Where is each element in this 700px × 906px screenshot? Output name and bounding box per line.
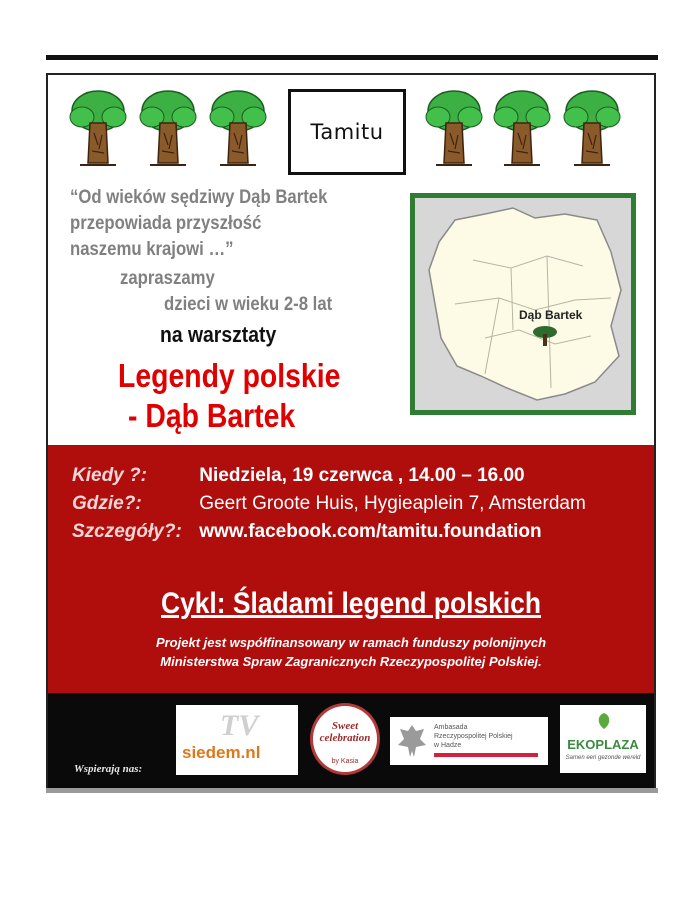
siedem-mark: TV bbox=[220, 709, 259, 742]
age-line: dzieci w wieku 2-8 lat bbox=[164, 294, 333, 315]
funding-line: Projekt jest współfinansowany w ramach funduszy polonijnych bbox=[155, 635, 547, 650]
quote-text bbox=[70, 185, 352, 263]
quote-line: “Od wieków sędziwy Dąb Bartek bbox=[70, 187, 328, 208]
workshop-line: na warsztaty bbox=[160, 322, 277, 347]
brand-logo bbox=[288, 89, 406, 175]
oak-tree-icon bbox=[492, 89, 552, 169]
cycle-title: Cykl: Śladami legend polskich bbox=[161, 587, 541, 620]
detail-label: Szczegóły?: bbox=[72, 521, 182, 542]
embassy-line: Rzeczypospolitej Polskiej bbox=[434, 733, 513, 740]
oak-tree-icon bbox=[208, 89, 268, 169]
siedem-name: siedem.nl bbox=[182, 743, 261, 762]
detail-row-where bbox=[72, 493, 586, 515]
funding-note bbox=[48, 633, 654, 671]
flyer bbox=[46, 73, 656, 791]
brand-name: Tamitu bbox=[310, 120, 384, 144]
event-title: Legendy polskie bbox=[118, 357, 341, 394]
intro-panel bbox=[48, 75, 654, 445]
quote-line: naszemu krajowi …” bbox=[70, 239, 234, 260]
map-marker-label: Dąb Bartek bbox=[519, 308, 583, 322]
funding-line: Ministerstwa Spraw Zagranicznych Rzeczypospolitej Polskiej. bbox=[160, 654, 542, 669]
leaf-icon bbox=[594, 711, 614, 731]
ekoplaza-logo bbox=[560, 705, 646, 773]
top-rule bbox=[46, 55, 658, 60]
ekoplaza-name: EKOPLAZA bbox=[567, 737, 639, 752]
sponsors-label: Wspierają nas: bbox=[74, 763, 143, 775]
bottom-rule bbox=[46, 788, 658, 793]
sweet-name: Sweet celebration bbox=[319, 720, 371, 744]
detail-row-when bbox=[72, 465, 525, 487]
sweet-celebration-logo bbox=[310, 703, 380, 775]
ekoplaza-tagline: Samen een gezonde wereld bbox=[565, 755, 641, 761]
oak-tree-icon bbox=[424, 89, 484, 169]
facebook-link[interactable]: www.facebook.com/tamitu.foundation bbox=[199, 521, 542, 542]
eagle-emblem-icon bbox=[396, 721, 428, 761]
detail-row-more bbox=[72, 521, 542, 543]
oak-tree-icon bbox=[68, 89, 128, 169]
sweet-sub: by Kasia bbox=[331, 758, 359, 765]
siedem-logo bbox=[176, 705, 298, 775]
embassy-line: Ambasada bbox=[434, 724, 468, 731]
invite-line: zapraszamy bbox=[120, 268, 215, 289]
embassy-logo bbox=[390, 717, 548, 765]
embassy-text bbox=[434, 723, 513, 750]
detail-value: Niedziela, 19 czerwca , 14.00 – 16.00 bbox=[199, 465, 525, 486]
quote-line: przepowiada przyszłość bbox=[70, 213, 262, 234]
poland-outline bbox=[415, 198, 631, 410]
oak-tree-icon bbox=[562, 89, 622, 169]
oak-tree-icon bbox=[138, 89, 198, 169]
detail-value: Geert Groote Huis, Hygieaplein 7, Amsterdam bbox=[199, 493, 586, 514]
detail-label: Kiedy ?: bbox=[72, 465, 147, 486]
event-subtitle: - Dąb Bartek bbox=[128, 397, 296, 434]
details-panel bbox=[48, 445, 654, 693]
embassy-line: w Hadze bbox=[434, 742, 462, 749]
sponsors-band bbox=[48, 693, 654, 789]
poland-map bbox=[410, 193, 636, 415]
detail-label: Gdzie?: bbox=[72, 493, 142, 514]
embassy-flag-bar bbox=[434, 753, 538, 757]
